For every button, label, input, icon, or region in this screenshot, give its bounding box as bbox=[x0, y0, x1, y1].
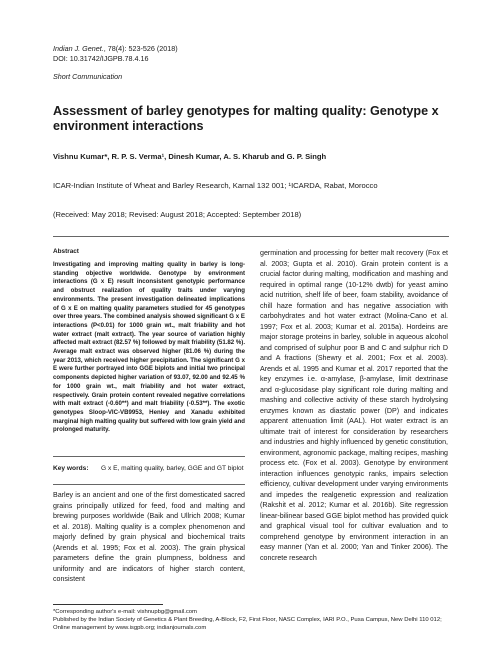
doi[interactable]: DOI: 10.31742/IJGPB.78.4.16 bbox=[53, 54, 149, 63]
corresponding-author: *Corresponding author's e-mail: vishnupbg@gmail.com bbox=[53, 609, 197, 615]
journal-volume: , 78(4): 523-526 (2018) bbox=[103, 44, 178, 53]
publisher-note: Published by the Indian Society of Genetics & Plant Breeding, A-Block, F2, First Floor, NASC Complex, IARI P.O., Pusa Campus, New Delhi 110 012; Online management by www.isgpb.org; indianjournals.com bbox=[53, 617, 442, 631]
right-column bbox=[260, 248, 448, 563]
paper-title: Assessment of barley genotypes for malting quality: Genotype x environment interactions bbox=[53, 104, 439, 133]
section-label: Short Communication bbox=[53, 72, 123, 81]
abstract-heading: Abstract bbox=[53, 248, 79, 255]
keywords bbox=[53, 464, 245, 473]
footnote bbox=[53, 608, 449, 632]
journal-citation bbox=[53, 44, 178, 64]
intro-paragraph-left: Barley is an ancient and one of the first domesticated sacred grains principally utilized for feed, food and malting and brewing purposes worldwide (Baik and Ullrich 2008; Kumar et al. 2018). Malting quality is a complex phenomenon and majorly defined by grain physical and biochemical traits (Arends et al. 1995; Fox et al. 2003). The grain physical parameters define the grain plumpness, boldness and uniformity and are indicators of higher starch content, consistent bbox=[53, 491, 245, 583]
intro-paragraph-right: germination and processing for better malt recovery (Fox et al. 2003; Gupta et al. 2010). Grain protein content is a crucial factor during malting, modification and mashing and required in optimal range (10-12% dwtb) for yeast amino acid nutrition, shelf life of beer, foam stability, avoidance of chill haze formation and has negative association with carbohydrates and hot water extract (Molina-Cano et al. 1997; Fox et al. 2003; Kumar et al. 2015a). Hordeins are major storage proteins in barley, soluble in aqueous alcohol and comprised of sulphur poor B and C and sulphur rich D and A fractions (Shewry et al. 2001; Fox et al. 2003). Arends et al. 1995 and Kumar et al. 2017 reported that the key enzymes i.e. α-amylase, β-amylase, limit dextrinase and α-glucosidase play significant role during malting and mashing and collective activity of these starch hydrolysing enzymes known as diastatic power (DP) and indicates apparent attenuation limit (AAL). Hot water extract is an ultimate trait of interest for consideration by researchers and industries and highly influenced by genetic constitution, environment, agronomic package, malting recipes, mashing process etc. (Fox et al. 2003). Genotype by environment interaction influences genotypic ranks, impairs selection efficiency, cultivar development under varying environments and impedes the realgenetic expression and realization (Rakshit et al. 2012; Kumar et al. 2016b). Site regression linear-bilinear based GGE biplot method has provided quick and graphical visual tool for cultivar evaluation and to comprehend genotype by environment interaction in an easy manner (Yan et al. 2000; Yan and Tinker 2006). The concrete research bbox=[260, 249, 448, 562]
publication-dates: (Received: May 2018; Revised: August 2018; Accepted: September 2018) bbox=[53, 210, 302, 219]
abstract-text: Investigating and improving malting quality in barley is long-standing objective worldwide. Genotype by environment interactions (G x E) result inconsistent genotypic performance and obstruct realization of quality traits under varying environments. The present investigation delineated implications of G x E on malting quality parameters studied for 45 genotypes over three years. The combined analysis showed significant G x E interactions (P<0.01) for 1000 grain wt., malt friability and hot water extract (malt extract). The year source of variation highly affected malt extract (82.57 %) followed by malt friability (51.82 %). Average malt extract was observed higher (81.06 %) during the year 2013, which received higher precipitation. The significant G x E were further portrayed into GGE biplots and initial two principal components depicted higher variation of 93.07, 92.00 and 92.45 % for 1000 grain wt., malt friability and hot water extract, respectively. Grain protein content revealed negative correlations with malt extract (-0.60**) and malt friability (-0.53**). The exotic genotypes Sloop-VIC-VB9953, Henley and Xanadu exhibited marginal high malting quality but suffered with low grain yield and prolonged maturity. bbox=[53, 261, 246, 434]
affiliation: ICAR-Indian Institute of Wheat and Barley Research, Karnal 132 001; ¹ICARDA, Rabat, Morocco bbox=[53, 181, 378, 190]
divider bbox=[53, 236, 449, 237]
journal-name: Indian J. Genet. bbox=[53, 44, 104, 53]
keyword-divider-bottom bbox=[53, 484, 245, 485]
journal-line bbox=[53, 44, 178, 54]
author-list: Vishnu Kumar*, R. P. S. Verma¹, Dinesh Kumar, A. S. Kharub and G. P. Singh bbox=[53, 152, 327, 161]
abstract-block bbox=[53, 248, 245, 435]
keywords-text: G x E, malting quality, barley, GGE and GT biplot bbox=[101, 465, 244, 472]
keyword-divider-top bbox=[53, 456, 245, 457]
keywords-label: Key words: bbox=[53, 465, 89, 472]
footnote-rule bbox=[53, 604, 163, 605]
